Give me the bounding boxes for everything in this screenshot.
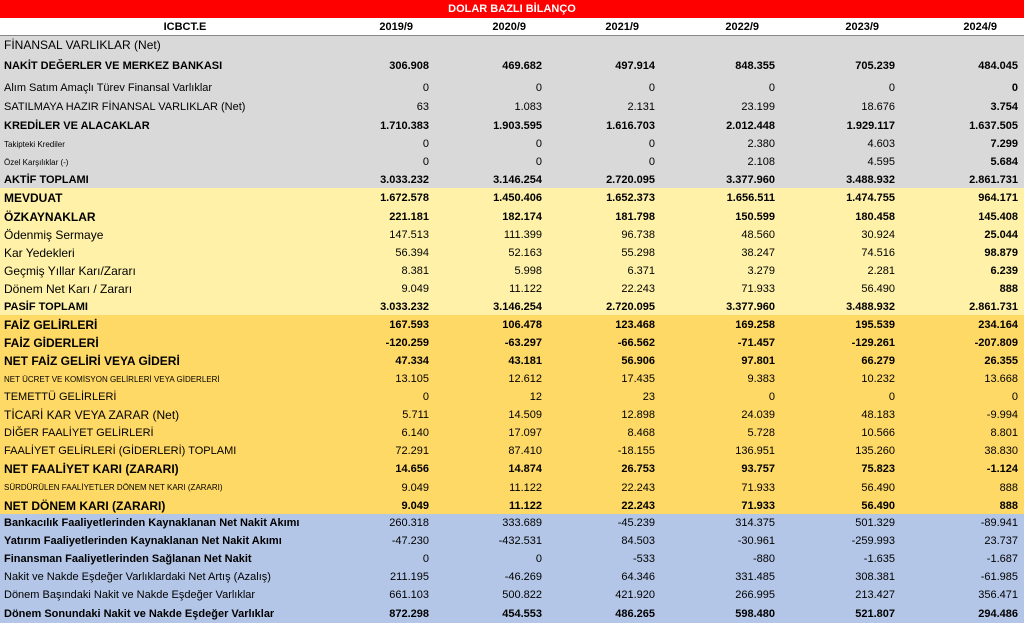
row-label: NAKİT DEĞERLER VE MERKEZ BANKASI: [0, 54, 300, 78]
cell-value: 17.435: [548, 370, 661, 388]
cell-value: 4.603: [781, 135, 901, 153]
cell-value: -30.961: [661, 532, 781, 550]
table-row: [0, 171, 1024, 188]
cell-value: -432.531: [435, 532, 548, 550]
row-label: FAİZ GELİRLERİ: [0, 315, 300, 334]
cell-value: [661, 36, 781, 54]
cell-value: 9.049: [300, 478, 435, 497]
cell-value: 43.181: [435, 351, 548, 370]
cell-value: 56.906: [548, 351, 661, 370]
cell-value: 356.471: [901, 586, 1024, 604]
cell-value: 63: [300, 98, 435, 116]
table-row: [0, 116, 1024, 135]
table-row: [0, 135, 1024, 153]
header-label: ICBCT.E: [163, 21, 207, 33]
cell-value: -129.261: [781, 334, 901, 351]
cell-value: 661.103: [300, 586, 435, 604]
cell-value: 0: [435, 78, 548, 98]
table-row: [0, 153, 1024, 171]
cell-value: 18.676: [781, 98, 901, 116]
table-row: [0, 334, 1024, 351]
cell-value: 24.039: [661, 406, 781, 424]
cell-value: 64.346: [548, 568, 661, 586]
cell-value: -47.230: [300, 532, 435, 550]
cell-value: 145.408: [901, 207, 1024, 226]
cell-value: 66.279: [781, 351, 901, 370]
row-label: Finansman Faaliyetlerinden Sağlanan Net Nakit: [0, 550, 300, 568]
row-label: Dönem Başındaki Nakit ve Nakde Eşdeğer Varlıklar: [0, 586, 300, 604]
cell-value: 12.898: [548, 406, 661, 424]
cell-value: 872.298: [300, 604, 435, 623]
cell-value: 8.468: [548, 424, 661, 442]
cell-value: 1.903.595: [435, 116, 548, 135]
cell-value: 260.318: [300, 514, 435, 532]
cell-value: 3.488.932: [781, 298, 901, 315]
table-row: [0, 460, 1024, 478]
row-label: NET FAALİYET KARI (ZARARI): [0, 460, 300, 478]
cell-value: 306.908: [300, 54, 435, 78]
cell-value: 501.329: [781, 514, 901, 532]
cell-value: 314.375: [661, 514, 781, 532]
table-row: [0, 406, 1024, 424]
cell-value: 1.616.703: [548, 116, 661, 135]
cell-value: 5.684: [901, 153, 1024, 171]
row-label: Dönem Sonundaki Nakit ve Nakde Eşdeğer Varlıklar: [0, 604, 300, 623]
table-row: [0, 351, 1024, 370]
cell-value: -71.457: [661, 334, 781, 351]
cell-value: 486.265: [548, 604, 661, 623]
row-label: AKTİF TOPLAMI: [0, 171, 300, 188]
cell-value: 106.478: [435, 315, 548, 334]
cell-value: 56.490: [781, 478, 901, 497]
cell-value: 888: [901, 280, 1024, 298]
cell-value: 96.738: [548, 226, 661, 244]
data-table: [0, 36, 1024, 623]
cell-value: 111.399: [435, 226, 548, 244]
cell-value: 2.861.731: [901, 298, 1024, 315]
row-label: NET DÖNEM KARI (ZARARI): [0, 497, 300, 514]
cell-value: [435, 36, 548, 54]
cell-value: [548, 36, 661, 54]
table-row: [0, 442, 1024, 460]
cell-value: 333.689: [435, 514, 548, 532]
cell-value: 84.503: [548, 532, 661, 550]
cell-value: 169.258: [661, 315, 781, 334]
cell-value: 147.513: [300, 226, 435, 244]
cell-value: -533: [548, 550, 661, 568]
cell-value: 56.490: [781, 497, 901, 514]
table-row: [0, 478, 1024, 497]
cell-value: 0: [781, 78, 901, 98]
cell-value: 1.672.578: [300, 188, 435, 207]
row-label: ÖZKAYNAKLAR: [0, 207, 300, 226]
cell-value: 888: [901, 478, 1024, 497]
cell-value: 123.468: [548, 315, 661, 334]
table-body: [0, 36, 1024, 623]
row-label: SATILMAYA HAZIR FİNANSAL VARLIKLAR (Net): [0, 98, 300, 116]
cell-value: 14.874: [435, 460, 548, 478]
cell-value: 0: [781, 388, 901, 406]
table-row: [0, 98, 1024, 116]
cell-value: 2.108: [661, 153, 781, 171]
cell-value: 38.830: [901, 442, 1024, 460]
cell-value: 331.485: [661, 568, 781, 586]
cell-value: -207.809: [901, 334, 1024, 351]
cell-value: 17.097: [435, 424, 548, 442]
cell-value: 12.612: [435, 370, 548, 388]
cell-value: 0: [435, 550, 548, 568]
row-label: Kar Yedekleri: [0, 244, 300, 262]
cell-value: 421.920: [548, 586, 661, 604]
table-row: [0, 514, 1024, 532]
cell-value: 71.933: [661, 497, 781, 514]
cell-value: -61.985: [901, 568, 1024, 586]
row-label: Dönem Net Karı / Zararı: [0, 280, 300, 298]
cell-value: 71.933: [661, 478, 781, 497]
cell-value: 0: [901, 388, 1024, 406]
cell-value: 11.122: [435, 280, 548, 298]
cell-value: 0: [661, 78, 781, 98]
cell-value: 497.914: [548, 54, 661, 78]
row-label: KREDİLER VE ALACAKLAR: [0, 116, 300, 135]
table-row: [0, 532, 1024, 550]
cell-value: 0: [300, 550, 435, 568]
row-label: TİCARİ KAR VEYA ZARAR (Net): [0, 406, 300, 424]
cell-value: -880: [661, 550, 781, 568]
row-label: NET ÜCRET VE KOMİSYON GELİRLERİ VEYA GİDERLERİ: [0, 370, 300, 388]
cell-value: 5.998: [435, 262, 548, 280]
cell-value: 1.710.383: [300, 116, 435, 135]
cell-value: 11.122: [435, 497, 548, 514]
cell-value: 1.474.755: [781, 188, 901, 207]
cell-value: 2.131: [548, 98, 661, 116]
cell-value: 48.183: [781, 406, 901, 424]
cell-value: 294.486: [901, 604, 1024, 623]
cell-value: 2.281: [781, 262, 901, 280]
cell-value: 14.656: [300, 460, 435, 478]
cell-value: 22.243: [548, 280, 661, 298]
table-row: [0, 604, 1024, 623]
cell-value: 56.394: [300, 244, 435, 262]
cell-value: 3.377.960: [661, 298, 781, 315]
cell-value: -259.993: [781, 532, 901, 550]
cell-value: -66.562: [548, 334, 661, 351]
cell-value: 308.381: [781, 568, 901, 586]
cell-value: 5.728: [661, 424, 781, 442]
header-year: 2021/9: [605, 21, 639, 33]
cell-value: 3.146.254: [435, 298, 548, 315]
cell-value: 2.012.448: [661, 116, 781, 135]
cell-value: 469.682: [435, 54, 548, 78]
cell-value: [781, 36, 901, 54]
cell-value: 0: [548, 78, 661, 98]
cell-value: 1.450.406: [435, 188, 548, 207]
cell-value: -9.994: [901, 406, 1024, 424]
row-label: FİNANSAL VARLIKLAR (Net): [0, 36, 300, 54]
cell-value: 38.247: [661, 244, 781, 262]
cell-value: 56.490: [781, 280, 901, 298]
cell-value: 1.929.117: [781, 116, 901, 135]
row-label: Bankacılık Faaliyetlerinden Kaynaklanan Net Nakit Akımı: [0, 514, 300, 532]
cell-value: 48.560: [661, 226, 781, 244]
row-label: Özel Karşılıklar (-): [0, 153, 300, 171]
cell-value: 2.861.731: [901, 171, 1024, 188]
cell-value: 0: [435, 135, 548, 153]
cell-value: 150.599: [661, 207, 781, 226]
cell-value: -120.259: [300, 334, 435, 351]
row-label: Yatırım Faaliyetlerinden Kaynaklanan Net Nakit Akımı: [0, 532, 300, 550]
cell-value: 72.291: [300, 442, 435, 460]
cell-value: 2.720.095: [548, 171, 661, 188]
cell-value: 98.879: [901, 244, 1024, 262]
cell-value: 1.656.511: [661, 188, 781, 207]
table-row: [0, 497, 1024, 514]
cell-value: 1.637.505: [901, 116, 1024, 135]
cell-value: 0: [300, 135, 435, 153]
table-row: [0, 424, 1024, 442]
cell-value: -18.155: [548, 442, 661, 460]
cell-value: 75.823: [781, 460, 901, 478]
cell-value: 848.355: [661, 54, 781, 78]
cell-value: -45.239: [548, 514, 661, 532]
cell-value: 234.164: [901, 315, 1024, 334]
cell-value: 266.995: [661, 586, 781, 604]
cell-value: 55.298: [548, 244, 661, 262]
cell-value: 87.410: [435, 442, 548, 460]
cell-value: 6.140: [300, 424, 435, 442]
cell-value: 521.807: [781, 604, 901, 623]
row-label: Nakit ve Nakde Eşdeğer Varlıklardaki Net Artış (Azalış): [0, 568, 300, 586]
cell-value: 4.595: [781, 153, 901, 171]
cell-value: [300, 36, 435, 54]
cell-value: 23.199: [661, 98, 781, 116]
cell-value: 93.757: [661, 460, 781, 478]
cell-value: 22.243: [548, 478, 661, 497]
cell-value: 964.171: [901, 188, 1024, 207]
cell-value: 6.239: [901, 262, 1024, 280]
cell-value: 0: [435, 153, 548, 171]
cell-value: 11.122: [435, 478, 548, 497]
cell-value: 888: [901, 497, 1024, 514]
table-row: [0, 280, 1024, 298]
cell-value: 97.801: [661, 351, 781, 370]
cell-value: 23.737: [901, 532, 1024, 550]
cell-value: 135.260: [781, 442, 901, 460]
cell-value: 221.181: [300, 207, 435, 226]
table-row: [0, 226, 1024, 244]
cell-value: 3.033.232: [300, 298, 435, 315]
cell-value: 13.105: [300, 370, 435, 388]
cell-value: 12: [435, 388, 548, 406]
cell-value: 705.239: [781, 54, 901, 78]
cell-value: 23: [548, 388, 661, 406]
header-year: 2020/9: [492, 21, 526, 33]
header-year: 2024/9: [963, 21, 997, 33]
table-row: [0, 370, 1024, 388]
table-row: [0, 244, 1024, 262]
cell-value: 8.801: [901, 424, 1024, 442]
cell-value: 500.822: [435, 586, 548, 604]
cell-value: 13.668: [901, 370, 1024, 388]
cell-value: -63.297: [435, 334, 548, 351]
cell-value: 22.243: [548, 497, 661, 514]
cell-value: 8.381: [300, 262, 435, 280]
cell-value: 7.299: [901, 135, 1024, 153]
cell-value: 47.334: [300, 351, 435, 370]
cell-value: -1.687: [901, 550, 1024, 568]
cell-value: 25.044: [901, 226, 1024, 244]
sheet-title: DOLAR BAZLI BİLANÇO: [0, 0, 1024, 18]
cell-value: 180.458: [781, 207, 901, 226]
cell-value: 52.163: [435, 244, 548, 262]
cell-value: 26.753: [548, 460, 661, 478]
cell-value: 0: [901, 78, 1024, 98]
cell-value: -89.941: [901, 514, 1024, 532]
header-year: 2019/9: [379, 21, 413, 33]
table-row: [0, 188, 1024, 207]
cell-value: 3.754: [901, 98, 1024, 116]
column-header-row: [0, 18, 1024, 36]
cell-value: 3.377.960: [661, 171, 781, 188]
cell-value: 3.146.254: [435, 171, 548, 188]
table-row: [0, 54, 1024, 78]
cell-value: 0: [548, 153, 661, 171]
cell-value: 5.711: [300, 406, 435, 424]
cell-value: 167.593: [300, 315, 435, 334]
cell-value: -1.635: [781, 550, 901, 568]
cell-value: -46.269: [435, 568, 548, 586]
cell-value: 0: [300, 153, 435, 171]
table-row: [0, 568, 1024, 586]
row-label: DİĞER FAALİYET GELİRLERİ: [0, 424, 300, 442]
cell-value: 3.279: [661, 262, 781, 280]
table-row: [0, 36, 1024, 54]
row-label: Alım Satım Amaçlı Türev Finansal Varlıklar: [0, 78, 300, 98]
cell-value: 195.539: [781, 315, 901, 334]
cell-value: 181.798: [548, 207, 661, 226]
cell-value: 30.924: [781, 226, 901, 244]
cell-value: 3.033.232: [300, 171, 435, 188]
cell-value: 213.427: [781, 586, 901, 604]
table-row: [0, 586, 1024, 604]
row-label: Takipteki Krediler: [0, 135, 300, 153]
row-label: Ödenmiş Sermaye: [0, 226, 300, 244]
cell-value: 9.049: [300, 497, 435, 514]
header-year: 2023/9: [845, 21, 879, 33]
cell-value: 598.480: [661, 604, 781, 623]
row-label: PASİF TOPLAMI: [0, 298, 300, 315]
row-label: MEVDUAT: [0, 188, 300, 207]
cell-value: 14.509: [435, 406, 548, 424]
cell-value: 0: [548, 135, 661, 153]
cell-value: 136.951: [661, 442, 781, 460]
cell-value: 1.652.373: [548, 188, 661, 207]
table-row: [0, 298, 1024, 315]
table-row: [0, 388, 1024, 406]
cell-value: 0: [300, 388, 435, 406]
cell-value: [901, 36, 1024, 54]
cell-value: 484.045: [901, 54, 1024, 78]
table-row: [0, 315, 1024, 334]
cell-value: 1.083: [435, 98, 548, 116]
cell-value: -1.124: [901, 460, 1024, 478]
table-row: [0, 550, 1024, 568]
cell-value: 9.049: [300, 280, 435, 298]
row-label: Geçmiş Yıllar Karı/Zararı: [0, 262, 300, 280]
cell-value: 74.516: [781, 244, 901, 262]
cell-value: 2.720.095: [548, 298, 661, 315]
cell-value: 3.488.932: [781, 171, 901, 188]
table-row: [0, 78, 1024, 98]
row-label: NET FAİZ GELİRİ VEYA GİDERİ: [0, 351, 300, 370]
cell-value: 2.380: [661, 135, 781, 153]
cell-value: 211.195: [300, 568, 435, 586]
row-label: SÜRDÜRÜLEN FAALİYETLER DÖNEM NET KARI (ZARARI): [0, 478, 300, 497]
cell-value: 0: [661, 388, 781, 406]
cell-value: 454.553: [435, 604, 548, 623]
row-label: TEMETTÜ GELİRLERİ: [0, 388, 300, 406]
row-label: FAALİYET GELİRLERİ (GİDERLERİ) TOPLAMI: [0, 442, 300, 460]
table-row: [0, 207, 1024, 226]
cell-value: 182.174: [435, 207, 548, 226]
cell-value: 9.383: [661, 370, 781, 388]
row-label: FAİZ GİDERLERİ: [0, 334, 300, 351]
cell-value: 6.371: [548, 262, 661, 280]
cell-value: 10.232: [781, 370, 901, 388]
cell-value: 26.355: [901, 351, 1024, 370]
table-row: [0, 262, 1024, 280]
cell-value: 71.933: [661, 280, 781, 298]
cell-value: 0: [300, 78, 435, 98]
cell-value: 10.566: [781, 424, 901, 442]
header-year: 2022/9: [725, 21, 759, 33]
